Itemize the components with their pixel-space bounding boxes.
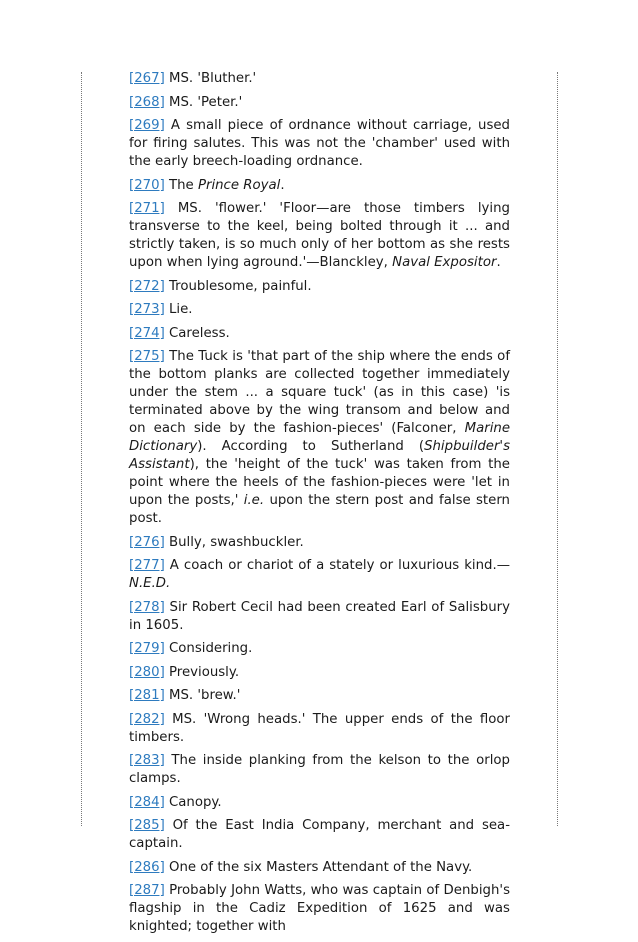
footnote-ref-link[interactable]: [275]: [129, 349, 165, 364]
footnotes-list: [129, 70, 510, 942]
footnote-ref-link[interactable]: [286]: [129, 859, 165, 875]
footnote-italic-text: N.E.D.: [129, 576, 171, 591]
footnote: [129, 534, 510, 552]
footnote: [129, 94, 510, 112]
footnote-italic-text: Shipbuilder's Assistant: [129, 439, 510, 472]
footnote: [129, 859, 510, 877]
footnote: [129, 200, 510, 272]
footnote-text: ). According to Sutherland (: [197, 439, 425, 454]
footnote-ref-link[interactable]: [280]: [129, 664, 165, 680]
footnote-ref-link[interactable]: [273]: [129, 302, 165, 317]
footnote-text: Lie.: [164, 302, 193, 317]
left-margin-rule: [81, 72, 82, 826]
footnote-text: One of the six Masters Attendant of the Navy.: [164, 859, 473, 875]
footnote-italic-text: Marine Dictionary: [129, 421, 510, 454]
footnote-text: Sir Robert Cecil had been created Earl of Salisbury in 1605.: [129, 599, 510, 633]
footnote-text: Of the East India Company, merchant and sea-captain.: [129, 818, 510, 851]
footnote: [129, 117, 510, 171]
footnote-ref-link[interactable]: [270]: [129, 177, 165, 193]
footnote: [129, 711, 510, 747]
right-margin-rule: [557, 72, 558, 826]
footnote-ref-link[interactable]: [279]: [129, 641, 165, 656]
footnote-ref-link[interactable]: [287]: [129, 883, 165, 898]
footnote-text: Canopy.: [164, 794, 222, 810]
footnote-text: Careless.: [164, 325, 230, 341]
footnote-text: .: [280, 177, 285, 193]
footnote: [129, 752, 510, 788]
footnote-text: MS. 'Peter.': [164, 94, 243, 110]
footnote: [129, 348, 510, 528]
footnote-ref-link[interactable]: [277]: [129, 558, 165, 573]
footnote: [129, 882, 510, 936]
footnote-italic-text: Prince Royal: [197, 177, 281, 193]
footnote-text: MS. 'flower.' 'Floor—are those timbers lying transverse to the keel, being bolted through it ... and strictly taken, is so much only of her bottom as she rests upon when lying aground.'—Blanckley,: [129, 201, 510, 270]
footnote-italic-text: Naval Expositor: [392, 255, 497, 270]
footnote-text: A coach or chariot of a stately or luxurious kind.—: [164, 558, 510, 573]
footnote: [129, 687, 510, 705]
footnote-ref-link[interactable]: [281]: [129, 688, 165, 703]
footnote-ref-link[interactable]: [268]: [129, 94, 165, 110]
footnote: [129, 640, 510, 658]
footnote-text: The: [164, 177, 198, 193]
footnote: [129, 817, 510, 853]
footnote-text: Troublesome, painful.: [164, 278, 312, 294]
footnote-text: upon the stern post and false stern post.: [129, 493, 510, 526]
footnote-ref-link[interactable]: [276]: [129, 534, 165, 550]
footnote-text: MS. 'Bluther.': [164, 71, 257, 86]
footnote: [129, 325, 510, 343]
footnote-ref-link[interactable]: [283]: [129, 753, 165, 768]
footnote-ref-link[interactable]: [271]: [129, 201, 165, 216]
footnote-ref-link[interactable]: [269]: [129, 118, 165, 133]
footnote: [129, 301, 510, 319]
footnote-ref-link[interactable]: [274]: [129, 325, 165, 341]
footnote-text: The inside planking from the kelson to the orlop clamps.: [129, 753, 510, 786]
footnote-text: A small piece of ordnance without carriage, used for firing salutes. This was not the 'chamber' used with the early breech-loading ordnance.: [129, 118, 510, 169]
footnote-text: .: [496, 255, 501, 270]
footnote-ref-link[interactable]: [285]: [129, 818, 165, 833]
footnote: [129, 794, 510, 812]
footnote-text: MS. 'Wrong heads.' The upper ends of the floor timbers.: [129, 711, 510, 745]
footnote-ref-link[interactable]: [272]: [129, 278, 165, 294]
footnote: [129, 664, 510, 682]
footnote-ref-link[interactable]: [267]: [129, 71, 165, 86]
footnote-ref-link[interactable]: [284]: [129, 794, 165, 810]
footnote-text: Previously.: [164, 664, 240, 680]
footnote: [129, 70, 510, 88]
footnote-text: The Tuck is 'that part of the ship where the ends of the bottom planks are collected together immediately under the stem ... a square tuck' (as in this case) 'is terminated above by the wing transom and below and on each side by the fashion-pieces' (Falconer,: [129, 349, 510, 436]
footnote: [129, 278, 510, 296]
footnote-ref-link[interactable]: [282]: [129, 711, 165, 727]
footnote-text: MS. 'brew.': [164, 688, 241, 703]
footnote: [129, 177, 510, 195]
footnote-text: Probably John Watts, who was captain of Denbigh's flagship in the Cadiz Expedition of 1625 and was knighted; together with: [129, 883, 510, 934]
footnote-text: Bully, swashbuckler.: [164, 534, 304, 550]
footnote-ref-link[interactable]: [278]: [129, 599, 165, 615]
footnote-text: Considering.: [164, 641, 253, 656]
footnote-italic-text: i.e.: [243, 493, 265, 508]
footnote: [129, 599, 510, 635]
footnote: [129, 557, 510, 593]
footnote-text: ), the 'height of the tuck' was taken from the point where the heels of the fashion-pieces were 'let in upon the posts,': [129, 457, 510, 508]
